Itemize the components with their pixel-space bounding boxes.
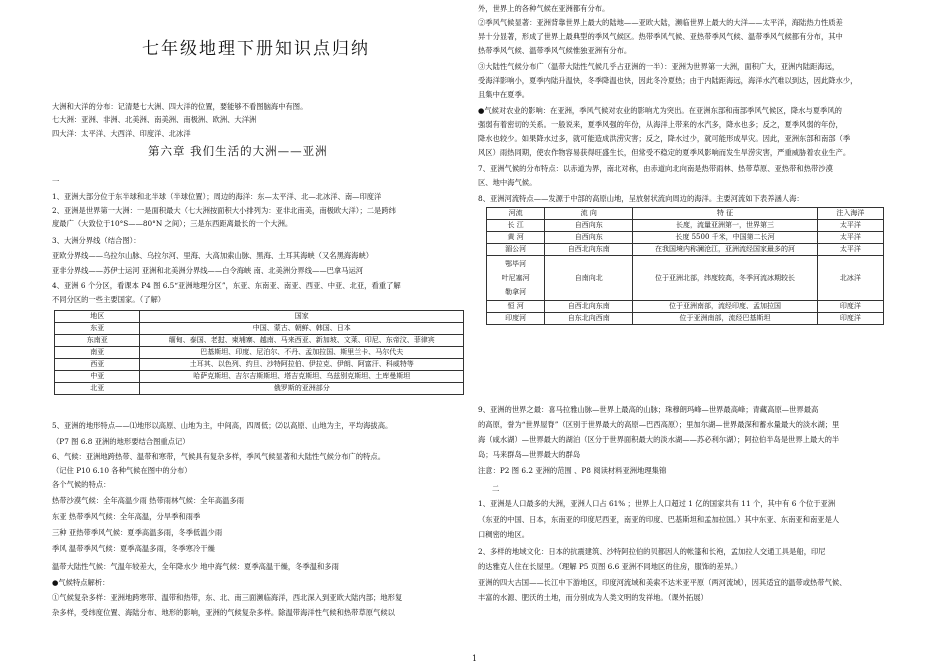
left-paragraph: ①气候复杂多样：亚洲地跨寒带、温带和热带，东、北、南三面濒临海洋，西北深入到亚欧大陆内部；地形复 [52, 593, 403, 602]
left-paragraph: 不同分区的一些主要国家。（了解） [52, 295, 166, 304]
table-row [55, 383, 464, 395]
left-paragraph: 亚欧分界线——乌拉尔山脉、乌拉尔河、里海、大高加索山脉、黑海、土耳其海峡（又名黑海海峡） [52, 251, 374, 260]
chapter-heading: 第六章 我们生活的大洲——亚洲 [148, 144, 328, 158]
region-name: 北亚 [55, 383, 140, 395]
river-ocean: 印度洋 [817, 313, 883, 325]
region-countries: 中国、蒙古、朝鲜、韩国、日本 [140, 323, 464, 335]
right-paragraph: ●气候对农业的影响：在亚洲，季风气候对农业的影响尤为突出。在亚洲东部和南部季风气候区，降水与夏季风的 [478, 106, 842, 115]
right-paragraph: 的高原，誉为“世界屋脊”（区别于世界最大的高原—巴西高原）；里加尔湖—世界最深和蓄水量最大的淡水湖；里 [478, 420, 840, 429]
right-paragraph: ③大陆性气候分布广（温带大陆性气候几乎占亚洲的一半）：亚洲为世界第一大洲，面积广大，亚洲内陆距海远， [478, 62, 840, 71]
river-feature: 长度，流量亚洲第一，世界第三 [633, 220, 818, 232]
intro-line-1: 大洲和大洋的分布：记清楚七大洲、四大洋的位置，要能够不看图脑海中有图。 [52, 102, 308, 111]
right-paragraph: 降水也较少。如果降水过多，就可能造成洪涝灾害；反之，降水过少，就可能形成旱灾。因此，亚洲东部和南部（季 [478, 134, 851, 143]
left-paragraph: （P7 图 6.8 亚洲的地形要结合图重点记） [52, 437, 190, 446]
region-countries: 缅甸、泰国、老挝、柬埔寨、越南、马来西亚、新加坡、文莱、印尼、东帝汶、菲律宾 [140, 335, 464, 347]
river-direction: 自西北向东南 [545, 301, 633, 313]
table-header-row [487, 208, 884, 220]
section-two-marker: 二 [492, 484, 500, 493]
right-paragraph: 外，世界上的各种气候在亚洲都有分布。 [478, 4, 610, 13]
intro-line-3: 四大洋：太平洋、大西洋、印度洋、北冰洋 [52, 129, 191, 138]
right-paragraph: 亚洲的四大古国——长江中下游地区，印度河流域和美索不达米亚平原（两河流域），因其适宜的温带或热带气候、 [478, 578, 847, 587]
right-paragraph: 8、亚洲河流特点——发源于中部的高原山地，呈放射状流向周边的海洋。主要河流如下表养涵人海： [478, 194, 804, 203]
river-name: 黄 河 [487, 232, 545, 244]
right-paragraph: 且集中在夏季。 [478, 90, 530, 99]
right-paragraph: 风区）雨热同期，使农作物容易获得旺盛生长，但常受不稳定的夏季风影响而发生旱涝灾害，严重威胁着农业生产。 [478, 148, 851, 157]
table-row [55, 347, 464, 359]
left-paragraph: ●气候特点解析： [52, 578, 110, 587]
right-paragraph: 岛；马来群岛—世界最大的群岛 [478, 450, 581, 459]
asia-region-table [54, 310, 464, 395]
region-countries: 巴基斯坦、印度、尼泊尔、不丹、孟加拉国、斯里兰卡、马尔代夫 [140, 347, 464, 359]
right-paragraph: 1、亚洲是人口最多的大洲，亚洲人口占 61% ；世界上人口超过 1 亿的国家共有 11 个，其中有 6 个位于亚洲 [478, 499, 836, 508]
left-paragraph: 热带沙漠气候：全年高温少雨 热带雨林气候：全年高温多雨 [52, 496, 245, 505]
right-paragraph: 口稠密的地区。 [478, 530, 530, 539]
river-ocean: 印度洋 [817, 301, 883, 313]
river-feature: 位于亚洲北部，纬度较高，冬季河流冰期较长 [633, 256, 818, 301]
table-row [487, 244, 884, 256]
region-name: 中亚 [55, 371, 140, 383]
table-row [55, 371, 464, 383]
river-direction: 自东北向西南 [545, 313, 633, 325]
left-paragraph: 温带大陆性气候：气温年较差大，全年降水少 地中海气候：夏季高温干燥，冬季温和多雨 [52, 562, 339, 571]
right-paragraph: 热带季风气候、温带季风气候惟独亚洲有分布。 [478, 46, 632, 55]
river-feature: 位于亚洲南部，流经印度、孟加拉国 [633, 301, 818, 313]
right-paragraph: 9、亚洲的世界之最：喜马拉雅山脉—世界上最高的山脉；珠穆朗玛峰—世界最高峰；青藏高原—世界最高 [478, 405, 819, 414]
right-paragraph: 强弱有着密切的关系。一般说来，夏季风强的年份，从海洋上带来的水汽多，降水也多；反之，夏季风弱的年份， [478, 120, 843, 129]
table-row [487, 220, 884, 232]
left-paragraph: 季风 温带季风气候：夏季高温多雨，冬季寒冷干燥 [52, 544, 215, 553]
river-direction: 自南向北 [545, 256, 633, 301]
table-row [487, 301, 884, 313]
table-header-cell: 国家 [140, 311, 464, 323]
right-paragraph: 受海洋影响小，夏季内陆升温快，冬季降温也快，因此冬冷夏热；由于内陆距海远，海洋水汽难以到达，因此降水少， [478, 76, 858, 85]
left-paragraph: 1、亚洲大部分位于东半球和北半球（半球位置）；周边的海洋：东—太平洋、北—北冰洋、南—印度洋 [52, 192, 382, 201]
intro-line-2: 七大洲：亚洲、非洲、北美洲、南美洲、南极洲、欧洲、大洋洲 [52, 115, 257, 124]
river-ocean: 太平洋 [817, 232, 883, 244]
right-paragraph: 丰富的水源、肥沃的土地，而分别成为人类文明的发祥地。（课外拓展） [478, 593, 708, 602]
river-name: 长 江 [487, 220, 545, 232]
table-header-cell: 地区 [55, 311, 140, 323]
left-paragraph: 度最广（大致位于10°S——80°N 之间）；三是东西距离最长的一个大洲。 [52, 219, 293, 228]
left-paragraph: 各个气候的特点： [52, 480, 111, 489]
left-paragraph: 杂多样，受纬度位置、海陆分布、地形的影响，亚洲的气候复杂多样。除温带海洋性气候和热带草原气候以 [52, 608, 395, 617]
river-ocean: 太平洋 [817, 244, 883, 256]
river-feature: 在我国境内称澜沧江，亚洲流经国家最多的河 [633, 244, 818, 256]
left-paragraph: 6、气候：亚洲地跨热带、温带和寒带，气候具有复杂多样，季风气候显著和大陆性气候分布广的特点。 [52, 452, 385, 461]
left-paragraph: 5、亚洲的地形特点——⑴地形以高原、山地为主，中间高，四周低；⑵以高原、山地为主，平均海拔高。 [52, 421, 393, 430]
river-name: 湄公河 [487, 244, 545, 256]
right-paragraph: 注意：P2 图 6.2 亚洲的范围 、P8 阅读材料亚洲地理集锦 [478, 466, 667, 475]
table-header-row [55, 311, 464, 323]
right-paragraph: 的达雅克人住在长屋里。（理解 P5 页图 6.6 亚洲不同地区的住房，服饰的差异。） [478, 562, 742, 571]
table-row [487, 256, 884, 301]
river-direction: 自西向东 [545, 232, 633, 244]
left-paragraph: 2、亚洲是世界第一大洲：一是面积最大（七大洲按面积大小排列为：亚非北南美，南极欧大洋）；二是跨纬 [52, 206, 396, 215]
right-paragraph: 区、地中海气候。 [478, 178, 537, 187]
river-direction: 自西北向东南 [545, 244, 633, 256]
right-paragraph: 海（咸水湖）—世界最大的湖泊（区分于世界面积最大的淡水湖——苏必利尔湖）；阿拉伯半岛是世界上最大的半 [478, 435, 840, 444]
left-paragraph: 三种 亚热带季风气候：夏季高温多雨，冬季低温少雨 [52, 528, 223, 537]
table-row [487, 313, 884, 325]
left-paragraph: 东亚 热带季风气候：全年高温，分旱季和雨季 [52, 512, 201, 521]
left-paragraph: 3、大洲分界线（结合图）： [52, 236, 141, 245]
river-direction: 自西向东 [545, 220, 633, 232]
left-paragraph: 4、亚洲 6 个分区，看课本 P4 图 6.5“亚洲地理分区”，东亚、东南亚、南亚、西亚、中亚、北亚，看重了解 [52, 281, 401, 290]
river-ocean: 太平洋 [817, 220, 883, 232]
left-paragraph: （记住 P10 6.10 各种气候在图中的分布） [52, 466, 192, 475]
region-name: 南亚 [55, 347, 140, 359]
region-name: 东亚 [55, 323, 140, 335]
table-row [487, 232, 884, 244]
region-countries: 俄罗斯的亚洲部分 [140, 383, 464, 395]
river-feature: 长度 5500 千米，中国第二长河 [633, 232, 818, 244]
section-one-marker: 一 [52, 177, 60, 186]
asia-river-table [486, 207, 884, 325]
table-row [55, 323, 464, 335]
table-header-cell: 流 向 [545, 208, 633, 220]
table-row [55, 359, 464, 371]
river-name: 恒 河 [487, 301, 545, 313]
table-row [55, 335, 464, 347]
region-name: 东南亚 [55, 335, 140, 347]
region-name: 西亚 [55, 359, 140, 371]
page-number: 1 [472, 654, 478, 663]
river-name: 印度河 [487, 313, 545, 325]
river-name: 鄂毕河 叶尼塞河 勒拿河 [487, 256, 545, 301]
right-paragraph: （东亚的中国、日本，东南亚的印度尼西亚，南亚的印度、巴基斯坦和孟加拉国。）其中东亚、东南亚和南亚是人 [478, 515, 840, 524]
river-ocean: 北冰洋 [817, 256, 883, 301]
table-header-cell: 河流 [487, 208, 545, 220]
right-paragraph: 2、多样的地域文化：日本的抗震建筑、沙特阿拉伯的贝都因人的帐篷和长袍，孟加拉人交通工具是船，印尼 [478, 547, 826, 556]
right-paragraph: 异十分显著，形成了世界上最典型的季风气候区。热带季风气候、亚热带季风气候、温带季风气候都有分布，其中 [478, 32, 843, 41]
right-paragraph: ②季风气候显著：亚洲背靠世界上最大的陆地——亚欧大陆，濒临世界上最大的大洋——太平洋，海陆热力性质差 [478, 18, 843, 27]
right-paragraph: 7、亚洲气候的分布特点：以赤道为界，南北对称，由赤道向北向南是热带雨林、热带草原、亚热带和热带沙漠 [478, 164, 833, 173]
region-countries: 哈萨克斯坦、吉尔吉斯斯坦、塔吉克斯坦、乌兹别克斯坦、土库曼斯坦 [140, 371, 464, 383]
region-countries: 土耳其、以色列、约旦、沙特阿拉伯、伊拉克、伊朗、阿富汗、科威特等 [140, 359, 464, 371]
page-title: 七年级地理下册知识点归纳 [142, 39, 370, 59]
table-header-cell: 特 征 [633, 208, 818, 220]
river-feature: 位于亚洲南部，流经巴基斯坦 [633, 313, 818, 325]
table-header-cell: 注入海洋 [817, 208, 883, 220]
left-paragraph: 亚非分界线——苏伊士运河 亚洲和北美洲分界线——白令海峡 南、北美洲分界线——巴拿马运河 [52, 266, 364, 275]
